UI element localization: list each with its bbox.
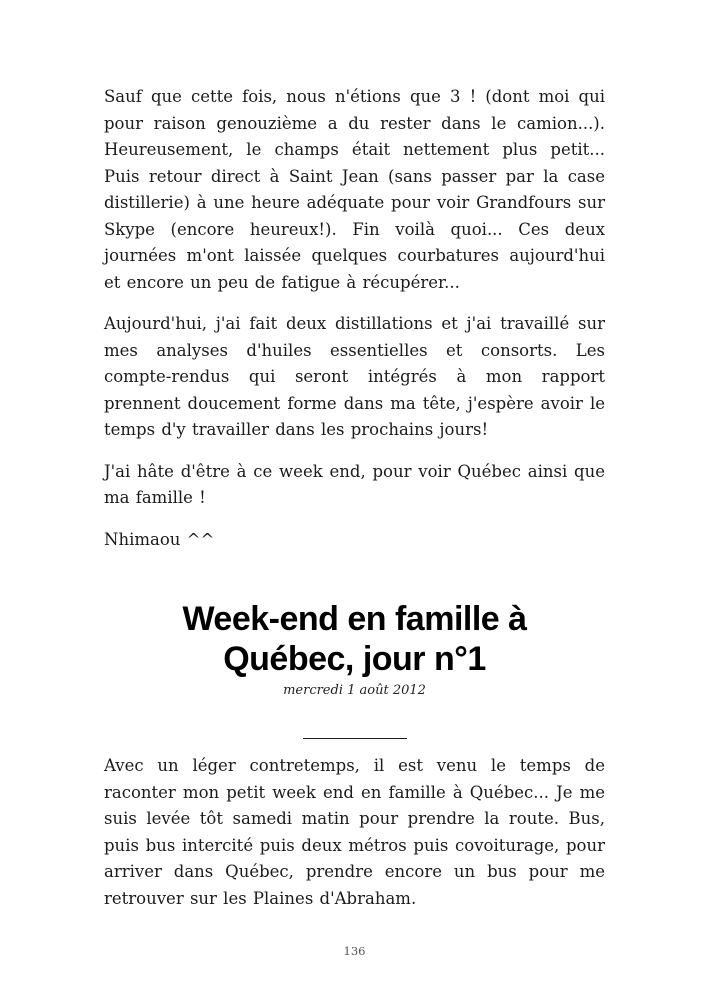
- post-title-line-2: Québec, jour n°1: [223, 640, 486, 678]
- paragraph: J'ai hâte d'être à ce week end, pour voir Québec ainsi que ma famille !: [104, 461, 605, 507]
- post-date: mercredi 1 août 2012: [283, 683, 426, 698]
- article-body: [104, 84, 605, 553]
- post-title: [104, 599, 605, 679]
- post-body: [104, 753, 605, 912]
- paragraph: Sauf que cette fois, nous n'étions que 3 ! (dont moi qui pour raison genouzième a du rester dans le camion...). Heureusement, le champs était nettement plus petit... Puis retour direct à Saint Jean (sans passer par la case distillerie) à une heure adéquate pour voir Grandfours sur Skype (encore heureux!). Fin voilà quoi... Ces deux journées m'ont laissée quelques courbatures aujourd'hui et encore un peu de fatigue à récupérer...: [104, 87, 605, 292]
- page-number: 136: [343, 944, 366, 958]
- section-separator: [303, 738, 407, 739]
- paragraph: Avec un léger contretemps, il est venu le temps de raconter mon petit week end en famille à Québec... Je me suis levée tôt samedi matin pour prendre la route. Bus, puis bus intercité puis deux métros puis covoiturage, pour arriver dans Québec, prendre encore un bus pour me retrouver sur les Plaines d'Abraham.: [104, 756, 605, 908]
- post-title-line-1: Week-end en famille à: [182, 600, 527, 638]
- paragraph: Aujourd'hui, j'ai fait deux distillations et j'ai travaillé sur mes analyses d'huiles essentielles et consorts. Les compte-rendus qui seront intégrés à mon rapport prennent doucement forme dans ma tête, j'espère avoir le temps d'y travailler dans les prochains jours!: [104, 314, 605, 439]
- signature: Nhimaou ^^: [104, 529, 215, 549]
